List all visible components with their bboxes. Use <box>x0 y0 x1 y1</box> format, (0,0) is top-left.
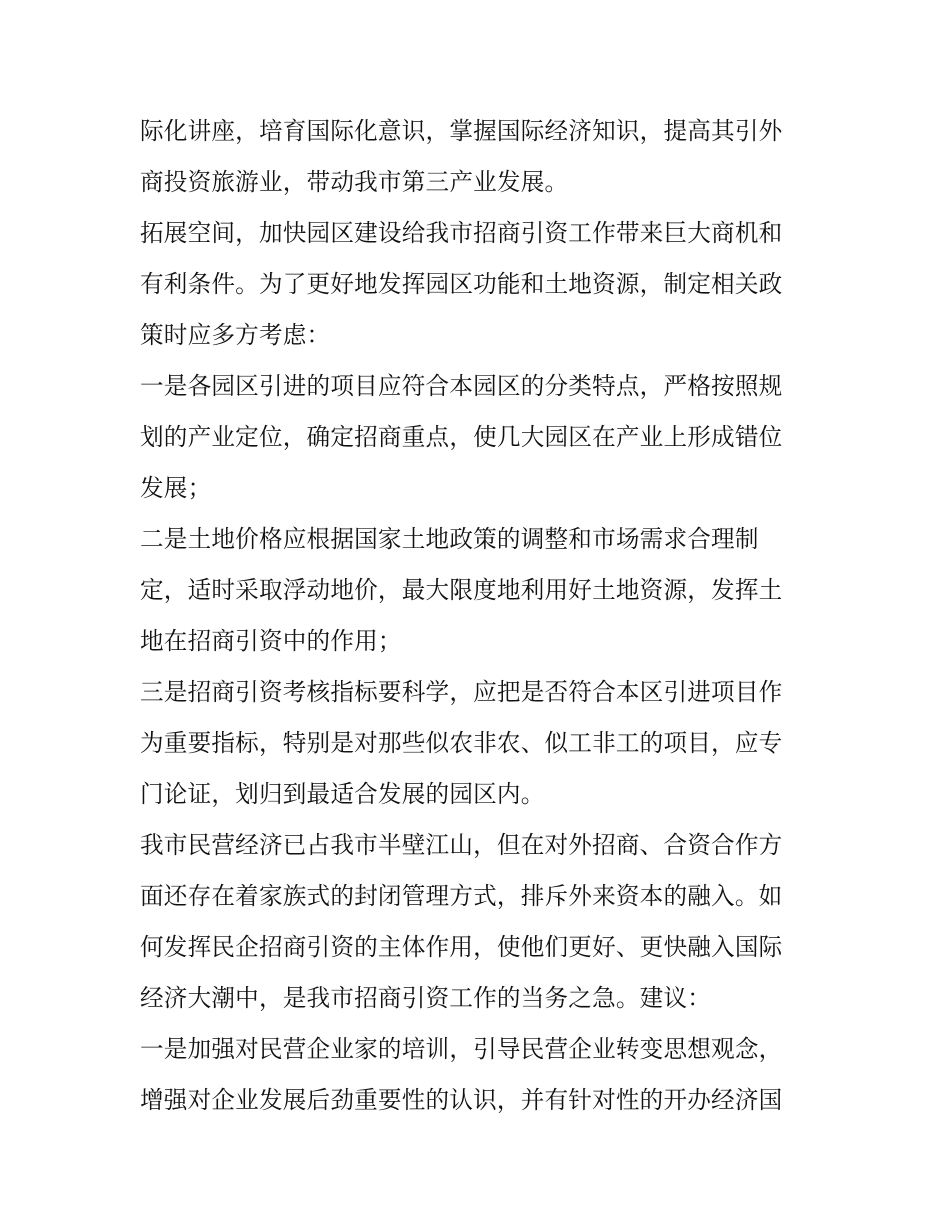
text-line: 经济大潮中，是我市招商引资工作的当务之急。建议： <box>140 984 712 1012</box>
text-line: 定，适时采取浮动地价，最大限度地利用好土地资源，发挥土 <box>140 576 783 604</box>
text-line: 为重要指标，特别是对那些似农非农、似工非工的项目，应专 <box>140 729 783 757</box>
text-line: 策时应多方考虑： <box>140 321 331 349</box>
text-line: 二是土地价格应根据国家土地政策的调整和市场需求合理制 <box>140 525 759 553</box>
text-line: 商投资旅游业，带动我市第三产业发展。 <box>140 168 569 196</box>
text-line: 一是各园区引进的项目应符合本园区的分类特点，严格按照规 <box>140 372 783 400</box>
text-line: 一是加强对民营企业家的培训，引导民营企业转变思想观念， <box>140 1035 783 1063</box>
text-line: 何发挥民企招商引资的主体作用，使他们更好、更快融入国际 <box>140 933 783 961</box>
text-line: 门论证，划归到最适合发展的园区内。 <box>140 780 545 808</box>
text-line: 有利条件。为了更好地发挥园区功能和土地资源，制定相关政 <box>140 270 783 298</box>
text-line: 划的产业定位，确定招商重点，使几大园区在产业上形成错位 <box>140 423 783 451</box>
text-line: 际化讲座，培育国际化意识，掌握国际经济知识，提高其引外 <box>140 117 783 145</box>
document-body <box>140 106 816 1126</box>
text-line: 增强对企业发展后劲重要性的认识，并有针对性的开办经济国 <box>140 1086 783 1114</box>
text-line: 三是招商引资考核指标要科学，应把是否符合本区引进项目作 <box>140 678 783 706</box>
text-line: 拓展空间，加快园区建设给我市招商引资工作带来巨大商机和 <box>140 219 783 247</box>
text-line: 面还存在着家族式的封闭管理方式，排斥外来资本的融入。如 <box>140 882 783 910</box>
text-line: 地在招商引资中的作用； <box>140 627 402 655</box>
text-line: 我市民营经济已占我市半壁江山，但在对外招商、合资合作方 <box>140 831 783 859</box>
text-line: 发展； <box>140 474 212 502</box>
